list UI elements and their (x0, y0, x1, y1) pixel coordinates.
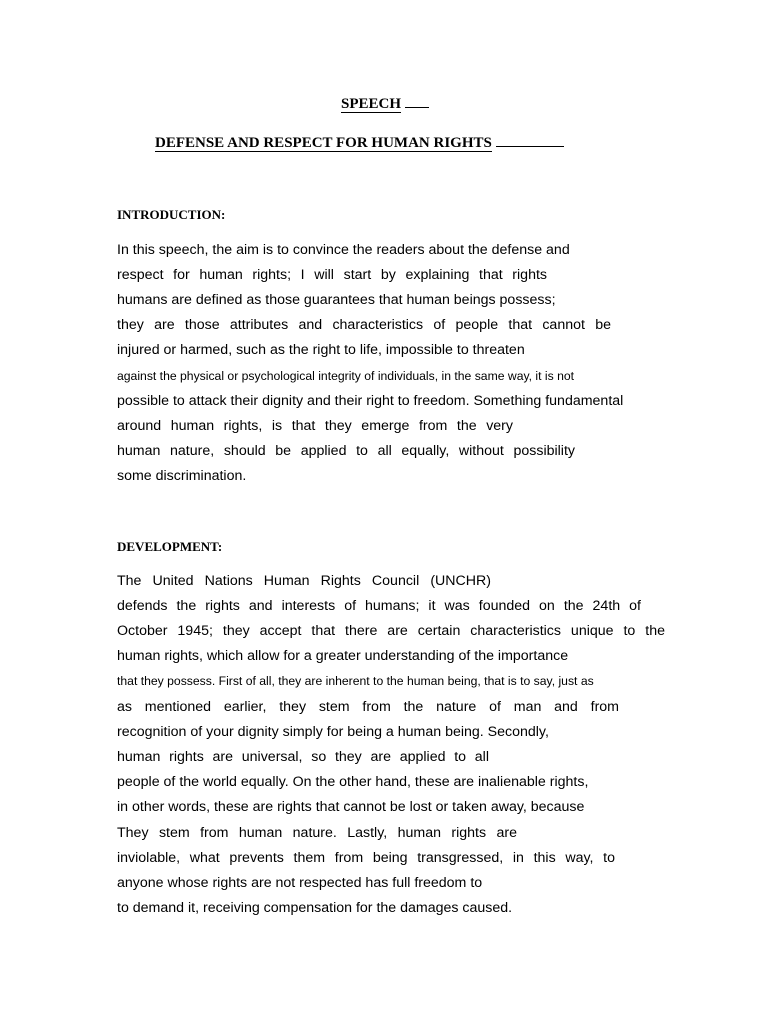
document-title: SPEECH (341, 94, 429, 113)
document-subtitle: DEFENSE AND RESPECT FOR HUMAN RIGHTS (155, 133, 564, 152)
development-line: in other words, these are rights that cannot be lost or taken away, because (117, 799, 585, 815)
development-line: inviolable, what prevents them from being transgressed, in this way, to (117, 850, 615, 866)
intro-line: respect for human rights; I will start by explaining that rights (117, 267, 547, 283)
intro-line: possible to attack their dignity and their right to freedom. Something fundamental (117, 393, 624, 409)
intro-line: injured or harmed, such as the right to life, impossible to threaten (117, 342, 525, 358)
intro-line: they are those attributes and characteristics of people that cannot be (117, 317, 611, 333)
development-line: as mentioned earlier, they stem from the nature of man and from (117, 699, 619, 715)
introduction-heading: INTRODUCTION: (117, 207, 226, 222)
development-line: recognition of your dignity simply for being a human being. Secondly, (117, 724, 549, 740)
intro-line: human nature, should be applied to all equally, without possibility (117, 443, 575, 459)
development-line: October 1945; they accept that there are certain characteristics unique to the (117, 623, 665, 639)
intro-line: some discrimination. (117, 468, 247, 484)
subtitle-underline (496, 133, 564, 147)
development-line: human rights are universal, so they are applied to all (117, 749, 489, 765)
development-line: to demand it, receiving compensation for the damages caused. (117, 900, 513, 916)
development-line: that they possess. First of all, they are inherent to the human being, that is to say, just as (117, 674, 594, 688)
development-line: defends the rights and interests of humans; it was founded on the 24th of (117, 598, 641, 614)
development-line: The United Nations Human Rights Council (UNCHR) (117, 573, 491, 589)
title-underline (405, 94, 429, 108)
development-line: anyone whose rights are not respected has full freedom to (117, 875, 483, 891)
development-line: human rights, which allow for a greater understanding of the importance (117, 648, 569, 664)
development-heading: DEVELOPMENT: (117, 539, 223, 554)
development-line: They stem from human nature. Lastly, human rights are (117, 825, 517, 841)
intro-line: In this speech, the aim is to convince the readers about the defense and (117, 242, 570, 258)
intro-line: humans are defined as those guarantees that human beings possess; (117, 292, 556, 308)
development-line: people of the world equally. On the other hand, these are inalienable rights, (117, 774, 589, 790)
intro-line: against the physical or psychological integrity of individuals, in the same way, it is not (117, 369, 575, 383)
intro-line: around human rights, is that they emerge from the very (117, 418, 513, 434)
